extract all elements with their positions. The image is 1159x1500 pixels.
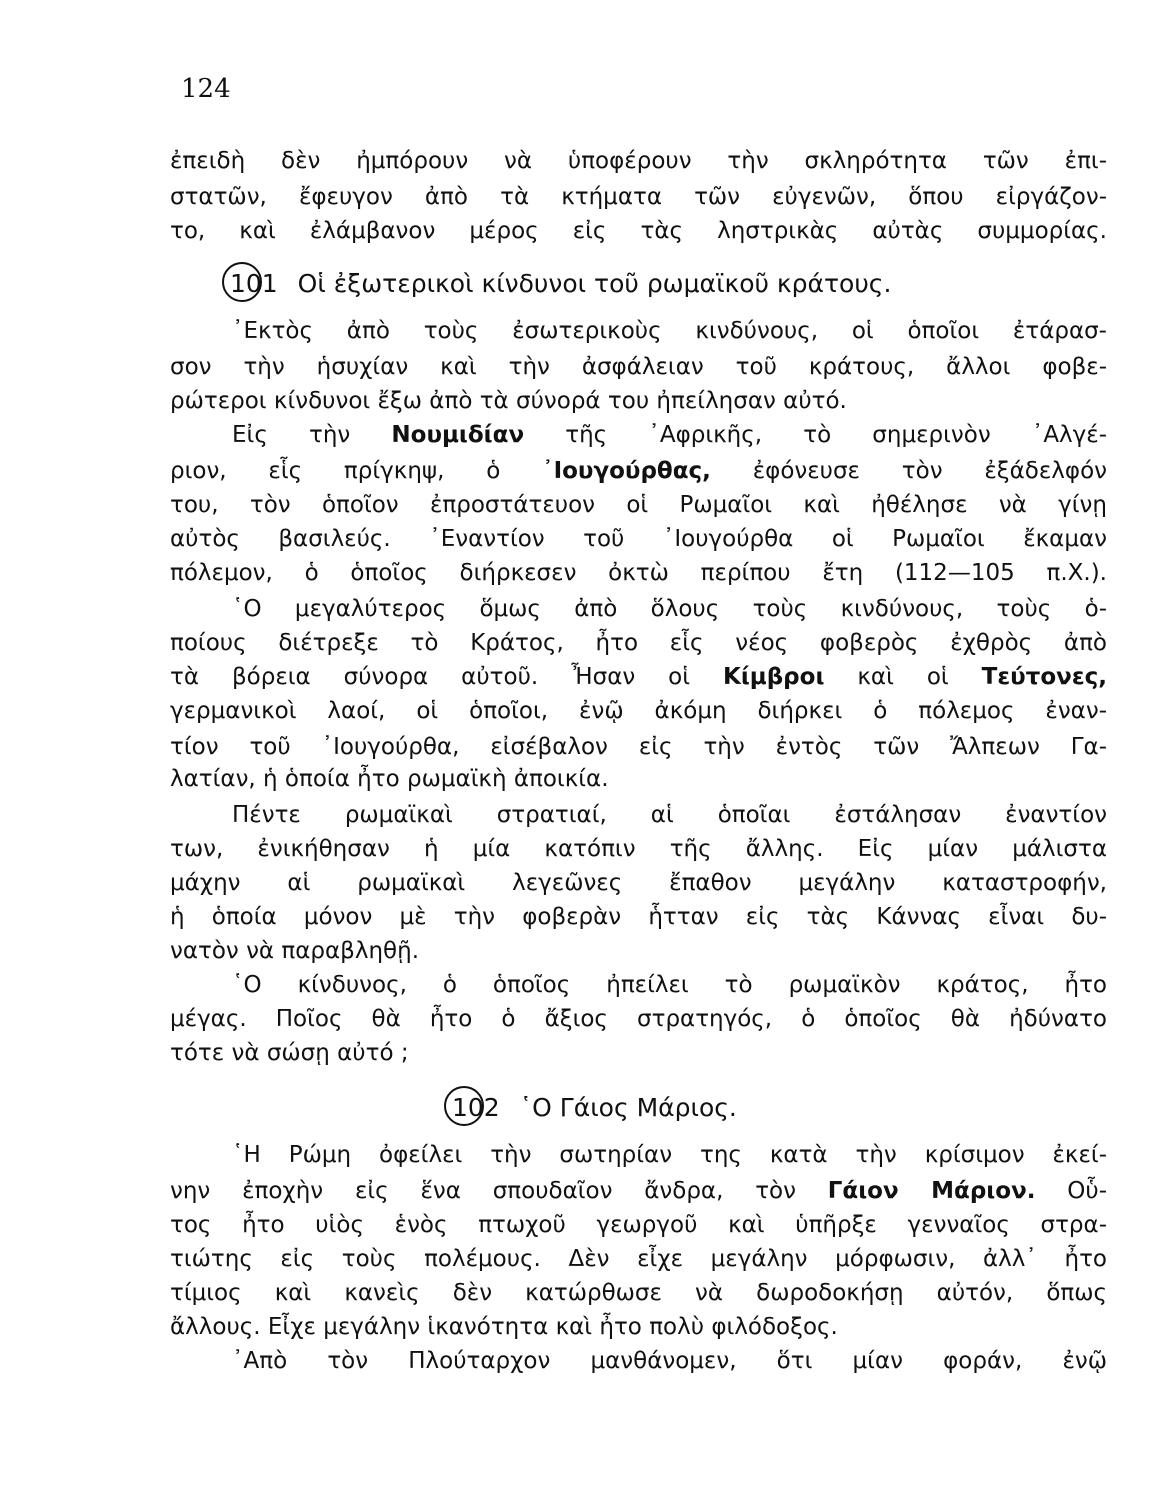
text-line: τότε νὰ σώσῃ αὐτό ; — [170, 1040, 409, 1066]
text-line: λατίαν, ἡ ὁποία ἦτο ρωμαϊκὴ ἀποικία. — [170, 766, 609, 792]
text-line: νην ἐποχὴν εἰς ἕνα σπουδαῖον ἄνδρα, τὸν Γάιον Μάριον. Οὗ- — [170, 1178, 1107, 1204]
bold-term: ᾿Ιουγούρθας, — [542, 458, 711, 484]
text-line: τίμιος καὶ κανεὶς δὲν κατώρθωσε νὰ δωροδοκήσῃ αὐτόν, ὅπως — [170, 1280, 1107, 1306]
section-heading-102 — [450, 1092, 737, 1124]
text-line: ᾿Απὸ τὸν Πλούταρχον μανθάνομεν, ὅτι μίαν φοράν, ἐνῷ — [232, 1348, 1107, 1374]
text-line: ῾Ο κίνδυνος, ὁ ὁποῖος ἠπείλει τὸ ρωμαϊκὸν κράτος, ἦτο — [232, 972, 1107, 998]
text-line: τιώτης εἰς τοὺς πολέμους. Δὲν εἶχε μεγάλην μόρφωσιν, ἀλλ᾿ ἦτο — [170, 1246, 1107, 1272]
bold-term: Νουμιδίαν — [391, 422, 525, 448]
text-line: αὐτὸς βασιλεύς. ᾿Εναντίον τοῦ ᾿Ιουγούρθα οἱ Ρωμαῖοι ἔκαμαν — [170, 526, 1107, 552]
text-line: το, καὶ ἐλάμβανον μέρος εἰς τὰς ληστρικὰς αὐτὰς συμμορίας. — [170, 218, 1107, 244]
text-line: νατὸν νὰ παραβληθῇ. — [170, 938, 420, 964]
text-line: πόλεμον, ὁ ὁποῖος διήρκεσεν ὀκτὼ περίπου ἔτη (112—105 π.Χ.). — [170, 560, 1107, 586]
section-title: Οἱ ἐξωτερικοὶ κίνδυνοι τοῦ ρωμαϊκοῦ κράτους. — [297, 269, 892, 298]
bold-term: Γάιον Μάριον. — [827, 1178, 1036, 1204]
text-line: ᾿Εκτὸς ἀπὸ τοὺς ἐσωτερικοὺς κινδύνους, οἱ ὁποῖοι ἐτάρασ- — [232, 318, 1107, 344]
text-line: Πέντε ρωμαϊκαὶ στρατιαί, αἱ ὁποῖαι ἐστάλησαν ἐναντίον — [232, 802, 1107, 828]
text-line: τίον τοῦ ᾿Ιουγούρθα, εἰσέβαλον εἰς τὴν ἐντὸς τῶν Ἄλπεων Γα- — [170, 734, 1107, 760]
section-title: ῾Ο Γάιος Μάριος. — [519, 1093, 737, 1122]
text-line: σον τὴν ἡσυχίαν καὶ τὴν ἀσφάλειαν τοῦ κράτους, ἄλλοι φοβε- — [170, 354, 1107, 380]
section-number: 101 — [230, 269, 278, 298]
text-line: γερμανικοὶ λαοί, οἱ ὁποῖοι, ἐνῷ ἀκόμη διήρκει ὁ πόλεμος ἐναν- — [170, 698, 1107, 724]
text-line: μάχην αἱ ρωμαϊκαὶ λεγεῶνες ἔπαθον μεγάλην καταστροφήν, — [170, 870, 1107, 896]
text-line: στατῶν, ἔφευγον ἀπὸ τὰ κτήματα τῶν εὐγενῶν, ὅπου εἰργάζον- — [170, 184, 1107, 210]
text-line: των, ἐνικήθησαν ἡ μία κατόπιν τῆς ἄλλης. Εἰς μίαν μάλιστα — [170, 836, 1107, 862]
page-number: 124 — [181, 74, 231, 104]
text-line: τος ἦτο υἱὸς ἑνὸς πτωχοῦ γεωργοῦ καὶ ὑπῆρξε γενναῖος στρα- — [170, 1212, 1107, 1238]
text-line: Εἰς τὴν Νουμιδίαν τῆς ᾿Αφρικῆς, τὸ σημερινὸν ᾿Αλγέ- — [232, 422, 1108, 448]
text-line: ἄλλους. Εἶχε μεγάλην ἱκανότητα καὶ ἦτο πολὺ φιλόδοξος. — [170, 1314, 838, 1340]
text-line: ρώτεροι κίνδυνοι ἔξω ἀπὸ τὰ σύνορά του ἠπείλησαν αὐτό. — [170, 388, 847, 414]
text-line: ἐπειδὴ δὲν ἠμπόρουν νὰ ὑποφέρουν τὴν σκληρότητα τῶν ἐπι- — [170, 148, 1107, 174]
text-line: του, τὸν ὁποῖον ἐπροστάτευον οἱ Ρωμαῖοι καὶ ἠθέλησε νὰ γίνῃ — [170, 492, 1107, 518]
text-line: ποίους διέτρεξε τὸ Κράτος, ἦτο εἷς νέος φοβερὸς ἐχθρὸς ἀπὸ — [170, 630, 1107, 656]
section-number-circle — [222, 262, 262, 302]
section-number: 102 — [452, 1093, 500, 1122]
text-line: ἡ ὁποία μόνον μὲ τὴν φοβερὰν ἧτταν εἰς τὰς Κάννας εἶναι δυ- — [170, 904, 1107, 930]
bold-term: Κίμβροι — [723, 664, 825, 690]
text-line: μέγας. Ποῖος θὰ ἦτο ὁ ἄξιος στρατηγός, ὁ ὁποῖος θὰ ἠδύνατο — [170, 1006, 1107, 1032]
bold-term: Τεύτονες, — [981, 664, 1107, 690]
section-heading-101 — [228, 268, 891, 300]
text-line: ριον, εἷς πρίγκηψ, ὁ ᾿Ιουγούρθας, ἐφόνευσε τὸν ἐξάδελφόν — [170, 458, 1107, 484]
text-line: τὰ βόρεια σύνορα αὐτοῦ. Ἦσαν οἱ Κίμβροι καὶ οἱ Τεύτονες, — [170, 664, 1107, 690]
text-line: ῾Η Ρώμη ὀφείλει τὴν σωτηρίαν της κατὰ τὴν κρίσιμον ἐκεί- — [232, 1142, 1107, 1168]
section-number-circle — [444, 1086, 484, 1126]
text-line: ῾Ο μεγαλύτερος ὅμως ἀπὸ ὅλους τοὺς κινδύνους, τοὺς ὁ- — [232, 596, 1107, 622]
